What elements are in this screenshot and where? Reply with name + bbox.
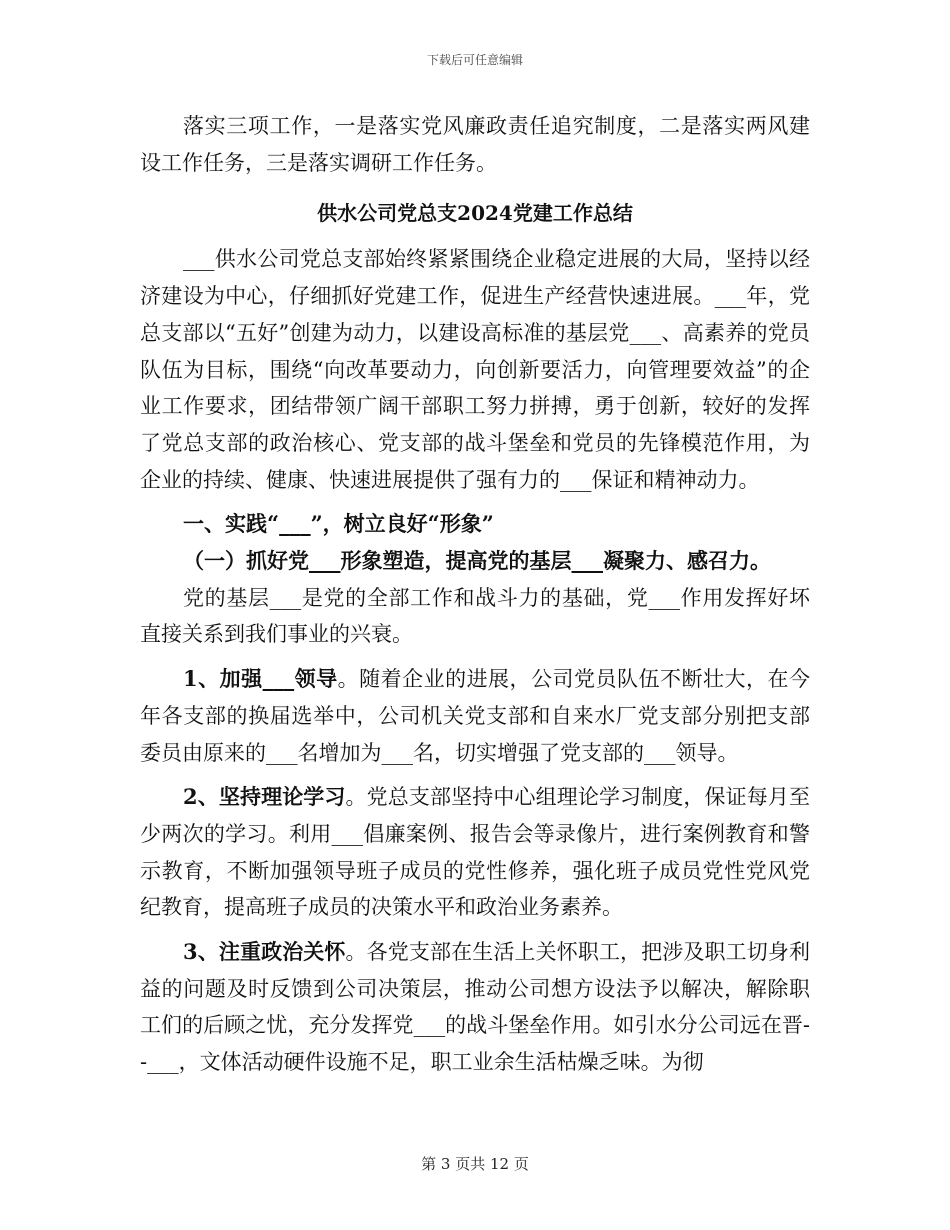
list-item-2: [140, 779, 810, 926]
summary-paragraph: ___供水公司党总支部始终紧紧围绕企业稳定进展的大局，坚持以经济建设为中心，仔细抓好党建工作，促进生产经营快速进展。___年，党总支部以“五好”创建为动力，以建设高标准的基层党___、高素养的党员队伍为目标，围绕“向改革要动力，向创新要活力，向管理要效益”的企业工作要求，团结带领广阔干部职工努力拼搏，勇于创新，较好的发挥了党总支部的政治核心、党支部的战斗堡垒和党员的先锋模范作用，为企业的持续、健康、快速进展提供了强有力的___保证和精神动力。: [140, 247, 810, 492]
list-item-2-text: 。党总支部坚持中心组理论学习制度，保证每月至少两次的学习。利用___倡廉案例、报告会等录像片，进行案例教育和警示教育，不断加强领导班子成员的党性修养，强化班子成员党性党风党纪教育，提高班子成员的决策水平和政治业务素养。: [140, 785, 810, 920]
list-item-1: [140, 661, 810, 771]
body-paragraph-2: 党的基层___是党的全部工作和战斗力的基础，党___作用发挥好坏直接关系到我们事业的兴衰。: [140, 585, 810, 647]
document-title: 供水公司党总支2024党建工作总结: [317, 201, 633, 226]
subsection-heading-1: （一）抓好党___形象塑造，提高党的基层___凝聚力、感召力。: [183, 548, 771, 574]
document-body: [140, 108, 810, 1081]
list-item-3: [140, 934, 810, 1081]
list-item-1-text: 。随着企业的进展，公司党员队伍不断壮大，在今年各支部的换届选举中，公司机关党支部和自来水厂党支部分别把支部委员由原来的___名增加为___名，切实增强了党支部的___领导。: [140, 667, 810, 765]
page-footer: 第 3 页共 12 页: [421, 1155, 529, 1173]
page-header: 下载后可任意编辑: [426, 53, 523, 67]
list-item-2-lead: 2、坚持理论学习: [183, 784, 346, 810]
list-item-3-lead: 3、注重政治关怀: [183, 939, 346, 965]
list-item-3-text: 。各党支部在生活上关怀职工，把涉及职工切身利益的问题及时反馈到公司决策层，推动公司想方设法予以解决，解除职工们的后顾之忧，充分发挥党___的战斗堡垒作用。如引水分公司远在晋--___，文体活动硬件设施不足，职工业余生活枯燥乏味。为彻: [140, 940, 810, 1075]
intro-paragraph: 落实三项工作，一是落实党风廉政责任追究制度，二是落实两风建设工作任务，三是落实调研工作任务。: [140, 114, 810, 175]
section-heading-1: 一、实践“___”，树立良好“形象”: [183, 511, 494, 537]
list-item-1-lead: 1、加强___领导: [183, 666, 338, 692]
